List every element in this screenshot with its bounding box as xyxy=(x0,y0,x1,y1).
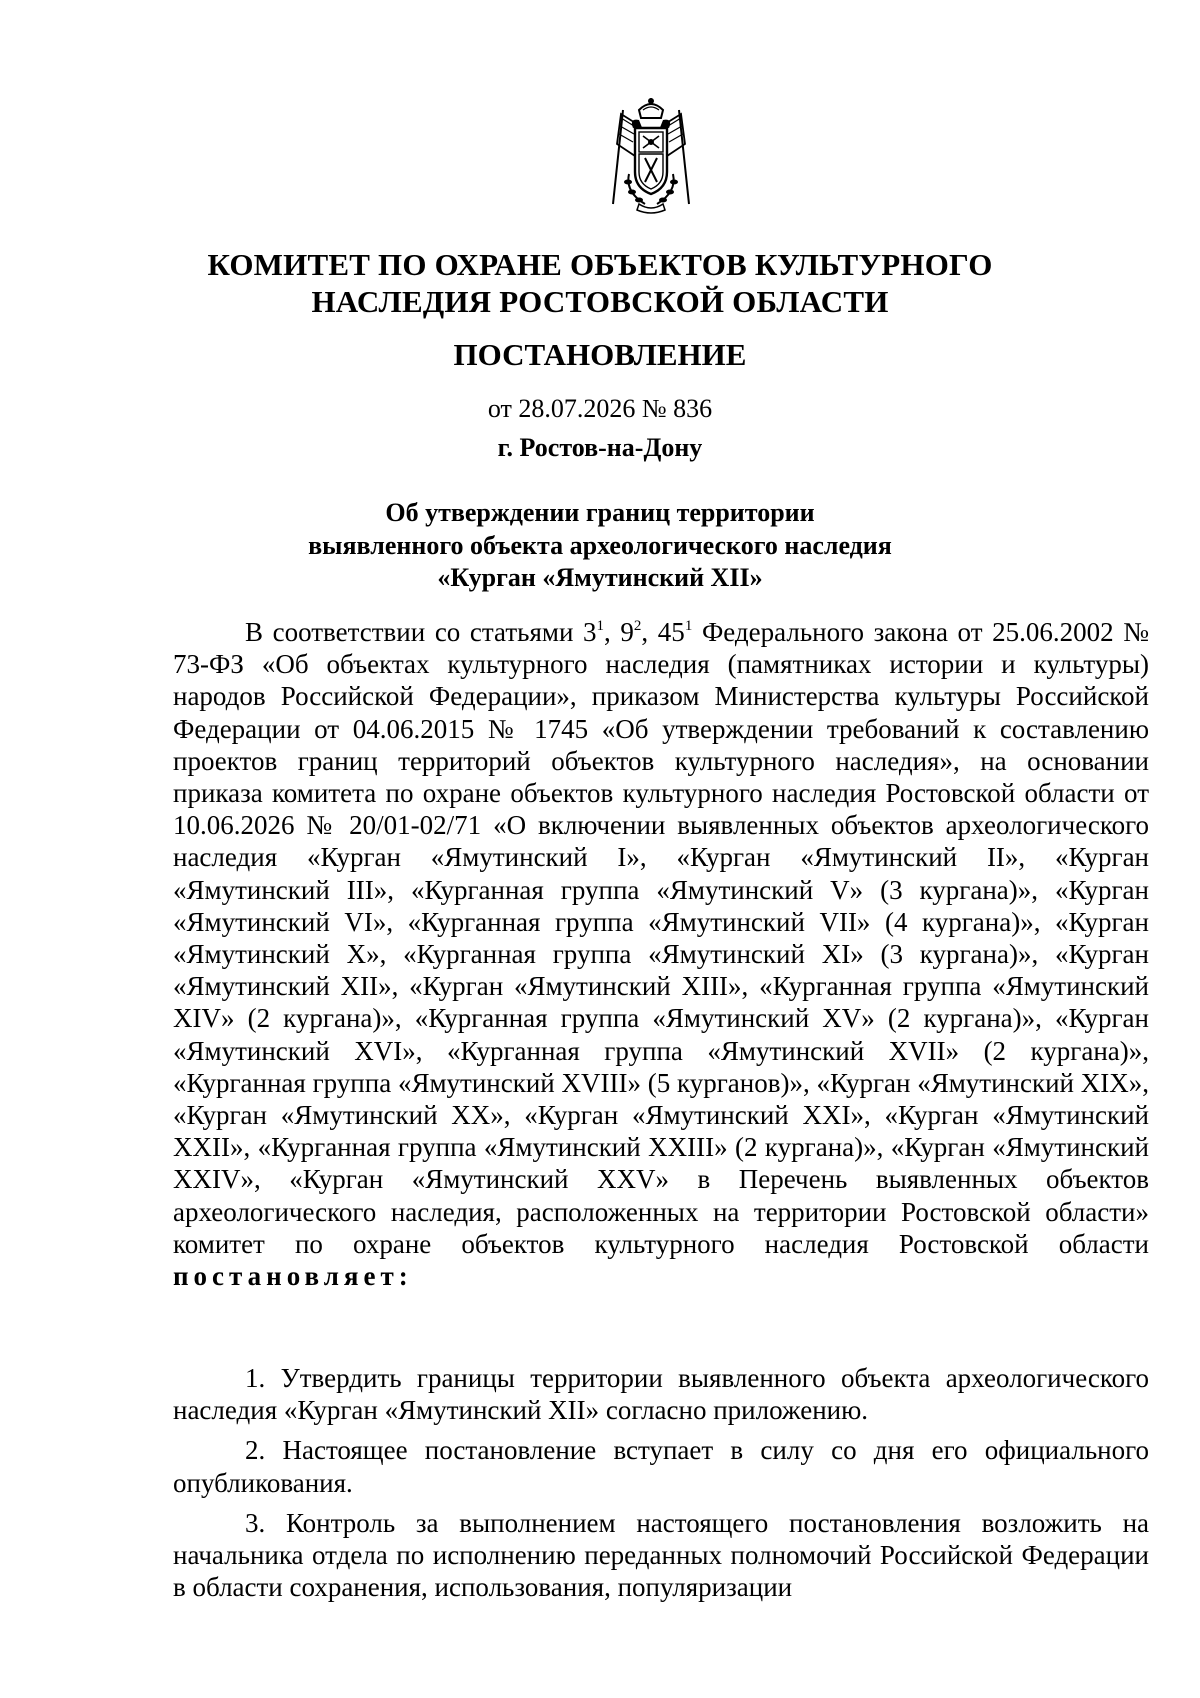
organization-title-line1: КОМИТЕТ ПО ОХРАНЕ ОБЪЕКТОВ КУЛЬТУРНОГО xyxy=(207,247,993,282)
preamble-paragraph xyxy=(173,616,1149,1292)
subject-line2: выявленного объекта археологического наследия xyxy=(308,530,892,560)
decree-word: постановляет: xyxy=(173,1261,413,1292)
preamble-sep-1: , 9 xyxy=(604,617,634,647)
article-sup-1: 1 xyxy=(596,618,605,634)
resolution-item: 2. Настоящее постановление вступает в силу со дня его официального опубликования. xyxy=(173,1435,1149,1498)
emblem-graphic xyxy=(599,96,703,216)
document-place: г. Ростов-на-Дону xyxy=(497,433,703,462)
subject-line1: Об утверждении границ территории xyxy=(385,498,815,527)
preamble-body: Федерального закона от 25.06.2002 № 73-ФЗ «Об объектах культурного наследия (памятниках истории и культуры) народов Российской Федерации», приказом Министерства культуры Российской Федерации от 04.06.2015 № 1745 «Об утверждении требований к составлению проектов границ территорий объектов культурного наследия», на основании приказа комитета по охране объектов культурного наследия Ростовской области от 10.06.2026 № 20/01-02/71 «О включении выявленных объектов археологического наследия «Курган «Ямутинский I», «Курган «Ямутинский II», «Курган «Ямутинский III», «Курганная группа «Ямутинский V» (3 кургана)», «Курган «Ямутинский VI», «Курганная группа «Ямутинский VII» (4 кургана)», «Курган «Ямутинский X», «Курганная группа «Ямутинский XI» (3 кургана)», «Курган «Ямутинский XII», «Курган «Ямутинский XIII», «Курганная группа «Ямутинский XIV» (2 кургана)», «Курганная группа «Ямутинский XV» (2 кургана)», «Курган «Ямутинский XVI», «Курганная группа «Ямутинский XVII» (2 кургана)», «Курганная группа «Ямутинский XVIII» (5 курганов)», «Курган «Ямутинский XIX», «Курган «Ямутинский XX», «Курган «Ямутинский XXI», «Курган «Ямутинский XXII», «Курганная группа «Ямутинский XXIII» (2 кургана)», «Курган «Ямутинский XXIV», «Курган «Ямутинский XXV» в Перечень выявленных объектов археологического наследия, расположенных на территории Ростовской области» комитет по охране объектов культурного наследия Ростовской области xyxy=(173,617,1150,1259)
coat-of-arms-icon xyxy=(599,96,703,216)
preamble-text xyxy=(173,616,1149,1292)
resolution-item: 3. Контроль за выполнением настоящего постановления возложить на начальника отдела по исполнению переданных полномочий Российской Федерации в области сохранения, использования, популяризации xyxy=(173,1507,1149,1603)
article-sup-2: 2 xyxy=(633,618,642,634)
document-date-number: от 28.07.2026 № 836 xyxy=(487,394,713,423)
organization-title xyxy=(0,246,1200,320)
resolution-item: 1. Утвердить границы территории выявленного объекта археологического наследия «Курган «Ямутинский XII» согласно приложению. xyxy=(173,1363,1149,1426)
document-subject xyxy=(0,497,1200,595)
preamble-sep-2: , 45 xyxy=(641,617,685,647)
preamble-lead: В соответствии со статьями 3 xyxy=(245,617,597,647)
organization-title-line2: НАСЛЕДИЯ РОСТОВСКОЙ ОБЛАСТИ xyxy=(311,284,889,319)
article-sup-3: 1 xyxy=(684,618,693,634)
subject-line3: «Курган «Ямутинский XII» xyxy=(437,563,763,592)
resolution-items xyxy=(173,1362,1149,1603)
document-type: ПОСТАНОВЛЕНИЕ xyxy=(453,337,747,372)
